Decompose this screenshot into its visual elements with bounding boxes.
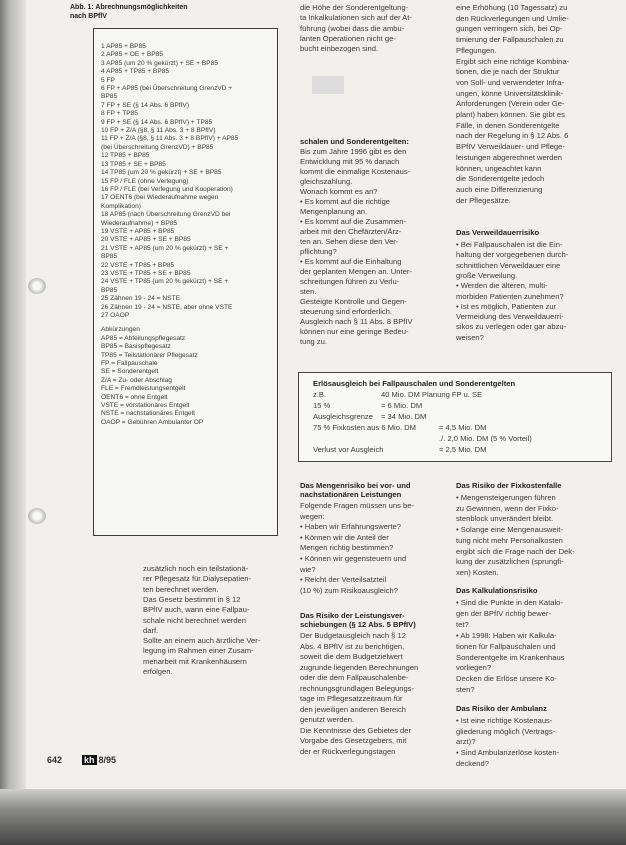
text-line: pflichtung? <box>300 247 337 256</box>
text-line: Folgende Fragen müssen uns be- <box>300 501 414 510</box>
text-line: steuerung sind erforderlich. <box>300 307 393 316</box>
box-row-value: ./. 2,0 Mio. DM (5 % Vorteil) <box>439 434 532 443</box>
text-line: führung (wobei dass die ambu- <box>300 23 405 33</box>
section-heading: schalen und Sonderentgelten: <box>300 137 409 146</box>
text-line: rer Pflegesatz für Dialysepatien- <box>143 574 252 584</box>
billing-options-list <box>94 29 277 427</box>
billing-option-item: 24 VSTE + TP85 (um 20 % gekürzt) + SE + <box>101 278 229 286</box>
box-row-label: 75 % Fixkosten aus 6 Mio. DM <box>313 423 416 432</box>
text-line: gliederung möglich (Vertrags- <box>456 726 556 736</box>
text-line: xen) Kosten. <box>456 567 499 577</box>
legend-entry: BP85 = Basispflegesatz <box>101 343 171 351</box>
billing-option-item: Wiederaufnahme) + BP85 <box>101 219 178 227</box>
text-line: timierung der Fallpauschalen zu <box>456 35 564 45</box>
text-line: Das Gesetz bestimmt in § 12 <box>143 594 241 604</box>
text-line: leistungen abgerechnet werden <box>456 152 562 162</box>
text-line: bucht einbezogen sind. <box>300 44 379 54</box>
text-line: gleichszahlung. <box>300 177 353 186</box>
billing-option-item: (bei Überschreitung GrenzVD) + BP85 <box>101 143 214 151</box>
section-heading: nachstationären Leistungen <box>300 490 402 499</box>
text-line: Decken die Erlöse unsere Ko- <box>456 674 557 684</box>
billing-option-item: 25 Zähnen 19 - 24 = NSTE <box>101 295 180 303</box>
punch-hole-icon <box>28 278 46 294</box>
text-line: genutzt werden. <box>300 715 355 724</box>
billing-option-item: 19 VSTE + AP85 + BP85 <box>101 227 175 235</box>
text-line: von Soll- und verwendeter Infra- <box>456 77 565 87</box>
text-line: auch eine Differenzierung <box>456 184 543 194</box>
box-row-value: = 2,5 Mio. DM <box>439 445 487 454</box>
text-line: • Es kommt auf die Einhaltung <box>300 257 402 266</box>
text-line: • Bei Fallpauschalen ist die Ein- <box>456 240 563 249</box>
text-line: • Ist eine richtige Kostenaus- <box>456 716 553 725</box>
billing-option-item: 18 AP85 (nach Überschreitung GrenzVD bei <box>101 211 231 219</box>
text-line: tage im Pflegesatzzeitraum für <box>300 694 403 703</box>
text-line: große Verweilung. <box>456 270 518 280</box>
text-line: Fälle, in denen Sonderentgelte <box>456 120 560 130</box>
text-line: tionen für Fallpauschalen und <box>456 641 556 651</box>
legend-title: Abkürzungen <box>101 326 140 334</box>
text-line: sten. <box>300 287 317 296</box>
box-row-label: Ausgleichsgrenze <box>313 412 373 421</box>
text-line: menarbeit mit Krankenhäusern <box>143 656 247 666</box>
text-line: Die Kenntnisse des Gebietes der <box>300 725 412 735</box>
text-line: die Sonderentgelte jedoch <box>456 174 545 184</box>
text-line: Gesteigte Kontrolle und Gegen- <box>300 297 407 306</box>
section-heading: Das Risiko der Fixkostenfalle <box>456 481 562 490</box>
text-line: legung im Rahmen einer Zusam- <box>143 646 254 656</box>
text-line: eine Erhöhung (10 Tagessatz) zu <box>456 3 568 12</box>
text-line: gungen verringern sich, bei Op- <box>456 24 563 34</box>
text-line: können nur eine geringe Bedeu- <box>300 327 409 336</box>
journal-issue: 8/95 <box>98 755 117 765</box>
text-line: den Rückverlegungen und Umlie- <box>456 13 569 23</box>
text-line: • Werden die älteren, multi- <box>456 281 548 291</box>
billing-option-item: 2 AP85 + OE + BP85 <box>101 51 163 59</box>
billing-option-item: BP85 <box>101 253 118 261</box>
billing-option-item: BP85 <box>101 93 118 101</box>
smudge <box>312 76 344 94</box>
billing-option-item: 27 OAOP <box>101 312 130 319</box>
text-line: schnittlichen Verweildauer eine <box>456 260 561 270</box>
journal-label <box>82 755 116 765</box>
page-number: 642 <box>47 755 63 765</box>
legend-entry: VSTE = vorstationäres Entgelt <box>101 402 190 410</box>
text-line: BPfIV auch, wann eine Fallpau- <box>143 605 250 615</box>
legend-entry: TP85 = Teilstationärer Pflegesatz <box>101 351 198 359</box>
text-line: • Sind die Punkte in den Katalo- <box>456 598 563 607</box>
text-line: Vorgabe des Gesetzgebers, mit <box>300 736 407 745</box>
punch-hole-icon <box>28 508 46 524</box>
legend-entry: OAOP = Gebühren Ambulanter OP <box>101 418 204 426</box>
text-line: zusätzlich noch ein teilstationä- <box>143 564 249 573</box>
text-line: tung nicht mehr Personalkosten <box>456 535 563 545</box>
text-line: Bis zum Jahre 1996 gibt es den <box>300 147 407 156</box>
text-line: Mengen richtig bestimmen? <box>300 543 394 553</box>
section-heading: Das Risiko der Ambulanz <box>456 704 547 713</box>
text-line: Mengenplanung an. <box>300 207 368 216</box>
text-line: • Können wir die Anteil der <box>300 532 389 542</box>
billing-option-item: 26 Zähnen 19 - 24 = NSTE, aber ohne VSTE <box>101 303 233 311</box>
text-line: darf. <box>143 625 159 635</box>
text-line: arbeit mit den Chefärzten/Ärz- <box>300 227 402 236</box>
text-line: wie? <box>300 564 316 574</box>
text-line: Wonach kommt es an? <box>300 187 378 196</box>
text-line: Ergibt sich eine richtige Kombina- <box>456 56 570 66</box>
legend-entry: FP = Fallpauschale <box>101 360 158 368</box>
billing-option-item: 15 FP / FLE (ohne Verlegung) <box>101 177 189 185</box>
figure-caption: Abb. 1: Abrechnungsmöglichkeiten <box>70 4 188 11</box>
billing-option-item: 16 FP / FLE (bei Verlegung und Kooperation) <box>101 185 233 193</box>
text-line: kommt die einmalige Kostenaus- <box>300 167 411 176</box>
section-heading: schiebungen (§ 12 Abs. 5 BPfIV) <box>300 620 416 629</box>
text-line: Ausgleich nach § 11 Abs. 8 BPfIV <box>300 317 413 326</box>
legend-entry: FLE = Fremdleistungsentgelt <box>101 385 186 393</box>
binding-fold <box>0 0 26 845</box>
text-line: haltung der vorgegebenen durch- <box>456 250 569 260</box>
text-line: ten berechnet werden. <box>143 584 219 594</box>
billing-option-item: 12 TP85 + BP85 <box>101 152 150 160</box>
box-row-value: 40 Mio. DM Planung FP u. SE <box>381 390 483 399</box>
text-line: lanten Operationen nicht ge- <box>300 33 396 43</box>
text-line: Anforderungen (Verein oder Ge- <box>456 99 565 109</box>
billing-option-item: 13 TP85 + SE + BP85 <box>101 160 166 168</box>
text-line: Sonderentgelte im Krankenhaus <box>456 652 565 662</box>
text-line: Abs. 4 BPfIV ist zu berichtigen, <box>300 641 405 651</box>
text-line: oder die dem Fallpauschalenbe- <box>300 673 409 682</box>
text-line: Der Budgetausgleich nach § 12 <box>300 631 406 640</box>
billing-option-item: 5 FP <box>101 76 115 84</box>
text-line: der geplanten Mengen an. Unter- <box>300 267 412 276</box>
text-line: deckend? <box>456 758 489 768</box>
billing-option-item: 3 AP85 (um 20 % gekürzt) + SE + BP85 <box>101 59 218 67</box>
box-row-value: = 34 Mio. DM <box>381 412 427 421</box>
text-line: die Höhe der Sonderentgeltung- <box>300 3 409 12</box>
text-line: • Können wir gegensteuern und <box>300 554 407 563</box>
text-line: Sollte an einem auch ärztliche Ver- <box>143 636 261 646</box>
text-line: BPfIV Verweildauer- und Pflege- <box>456 142 565 152</box>
text-line: ten an. Sehen diese den Ver- <box>300 237 399 246</box>
text-line: • Solange eine Mengenausweit- <box>456 525 563 535</box>
text-line: rechnungsgrundlagen Belegungs- <box>300 683 414 693</box>
text-line: sten? <box>456 685 475 695</box>
text-line: können, ungeachtet kann <box>456 163 542 173</box>
text-line: ungen, könne Universitätsklinik- <box>456 88 564 98</box>
billing-option-item: 1 AP85 + BP85 <box>101 43 146 50</box>
text-line: • Sind Ambulanzerlöse kosten- <box>456 748 560 758</box>
section-heading: Das Verweildauerrisiko <box>456 228 540 237</box>
text-line: (10 %) zum Risikoausgleich? <box>300 585 398 595</box>
box-title: Erlösausgleich bei Fallpauschalen und Sonderentgelten <box>313 379 516 388</box>
box-row-label: z.B. <box>313 390 327 399</box>
text-line: vorliegen? <box>456 663 492 673</box>
text-line: kung der zusätzlichen (sprungfi- <box>456 557 564 567</box>
billing-option-item: 17 OENT6 (bei Wiederaufnahme wegen <box>101 194 219 202</box>
section-heading: Das Mengenrisiko bei vor- und <box>300 481 411 490</box>
text-line: gen der BPfIV richtig bewer- <box>456 608 551 618</box>
billing-option-item: 10 FP + Z/A (§8, § 11 Abs. 3 + 8 BPfIV) <box>101 127 216 135</box>
text-line: der Pflegesätze. <box>456 195 511 205</box>
text-line: ergibt sich die Frage nach der Dek- <box>456 546 575 556</box>
legend-entry: NSTE = nachstationäres Entgelt <box>101 410 196 418</box>
billing-option-item: 14 TP85 (um 20 % gekürzt) + SE + BP85 <box>101 169 222 177</box>
legend-entry: SE = Sonderentgelt <box>101 368 159 376</box>
text-line: • Ist es möglich, Patienten zur <box>456 301 557 311</box>
billing-option-item: 22 VSTE + TP85 + BP85 <box>101 261 175 269</box>
text-line: plant) haben können. Sie gibt es <box>456 110 565 119</box>
text-line: erfolgen. <box>143 667 173 676</box>
box-row-value: = 4,5 Mio. DM <box>439 423 487 432</box>
text-line: Pflegungen. <box>456 45 497 55</box>
billing-option-item: 8 FP + TP85 <box>101 110 138 118</box>
section-heading: Das Risiko der Leistungsver- <box>300 611 405 620</box>
text-line: • Ab 1998: Haben wir Kalkula- <box>456 630 557 640</box>
legend-entry: OENT6 = ohne Entgelt <box>101 393 168 401</box>
text-line: soweit die dem Budgetzielwert <box>300 652 403 661</box>
box-row-value: = 6 Mio. DM <box>381 401 423 410</box>
legend-entry: AP85 = Abteilungspflegesatz <box>101 334 186 342</box>
billing-option-item: 11 FP + Z/A (§8, § 11 Abs. 3 + 8 BPfIV) + AP85 <box>101 135 239 143</box>
text-line: der er Rückverlegungstagen <box>300 746 396 756</box>
text-line: zu Gewinnen, wenn der Fixko- <box>456 503 559 513</box>
billing-option-item: 23 VSTE + TP85 + SE + BP85 <box>101 269 191 277</box>
billing-option-item: 6 FP + AP85 (bei Überschreitung GrenzVD + <box>101 85 233 93</box>
text-line: weisen? <box>456 332 484 342</box>
figure-caption: nach BPflV <box>70 13 107 20</box>
text-line: • Mengensteigerungen führen <box>456 493 556 502</box>
section-heading: Das Kalkulationsrisiko <box>456 586 538 595</box>
text-line: Vermeidung des Verweildauerri- <box>456 312 564 322</box>
text-line: nach der Regelung in § 12 Abs. 6 <box>456 131 569 141</box>
billing-options-box <box>93 28 278 536</box>
billing-option-item: Komplikation) <box>101 202 141 210</box>
billing-option-item: 9 FP + SE (§ 14 Abs. 6 BPfIV) + TP85 <box>101 118 213 126</box>
text-line: sikos zu verlegen oder gar abzu- <box>456 322 567 332</box>
text-line: arzt)? <box>456 737 476 747</box>
text-line: tionen, die je nach der Struktur <box>456 67 560 77</box>
box-row-label: Verlust vor Ausgleich <box>313 445 384 454</box>
billing-option-item: 4 AP85 + TP85 + BP85 <box>101 68 170 76</box>
text-line: schreitungen führen zu Verlu- <box>300 277 400 286</box>
text-line: • Es kommt auf die richtige <box>300 197 391 206</box>
revenue-balance-box <box>298 372 612 462</box>
legend-entry: Z/A = Zu- oder Abschlag <box>101 376 172 384</box>
text-line: stenblock unverändert bleibt. <box>456 514 554 524</box>
text-line: Entwicklung mit 95 % danach <box>300 157 400 166</box>
text-line: ta Inkalkulationen sich auf der At- <box>300 13 412 23</box>
text-line: zugrunde liegenden Berechnungen <box>300 662 419 672</box>
box-row-label: 15 % <box>313 401 331 410</box>
text-line: morbiden Patienten zunehmen? <box>456 291 564 301</box>
text-line: • Reicht der Verteilsatzteil <box>300 575 387 585</box>
text-line: tet? <box>456 619 469 629</box>
text-line: schale nicht berechnet werden <box>143 615 247 625</box>
scan-shadow <box>0 789 626 845</box>
billing-option-item: BP85 <box>101 286 118 294</box>
text-line: tung zu. <box>300 337 328 346</box>
billing-option-item: 7 FP + SE (§ 14 Abs. 6 BPfIV) <box>101 101 190 109</box>
journal-logo: kh <box>84 755 95 765</box>
text-line: • Haben wir Erfahrungswerte? <box>300 522 402 532</box>
text-line: den jeweiligen anderen Bereich <box>300 704 406 714</box>
billing-option-item: 20 VSTE + AP85 + SE + BP85 <box>101 236 191 244</box>
text-line: wegen: <box>300 511 325 521</box>
billing-option-item: 21 VSTE + AP85 (um 20 % gekürzt) + SE + <box>101 244 229 252</box>
text-line: • Es kommt auf die Zusammen- <box>300 217 407 226</box>
